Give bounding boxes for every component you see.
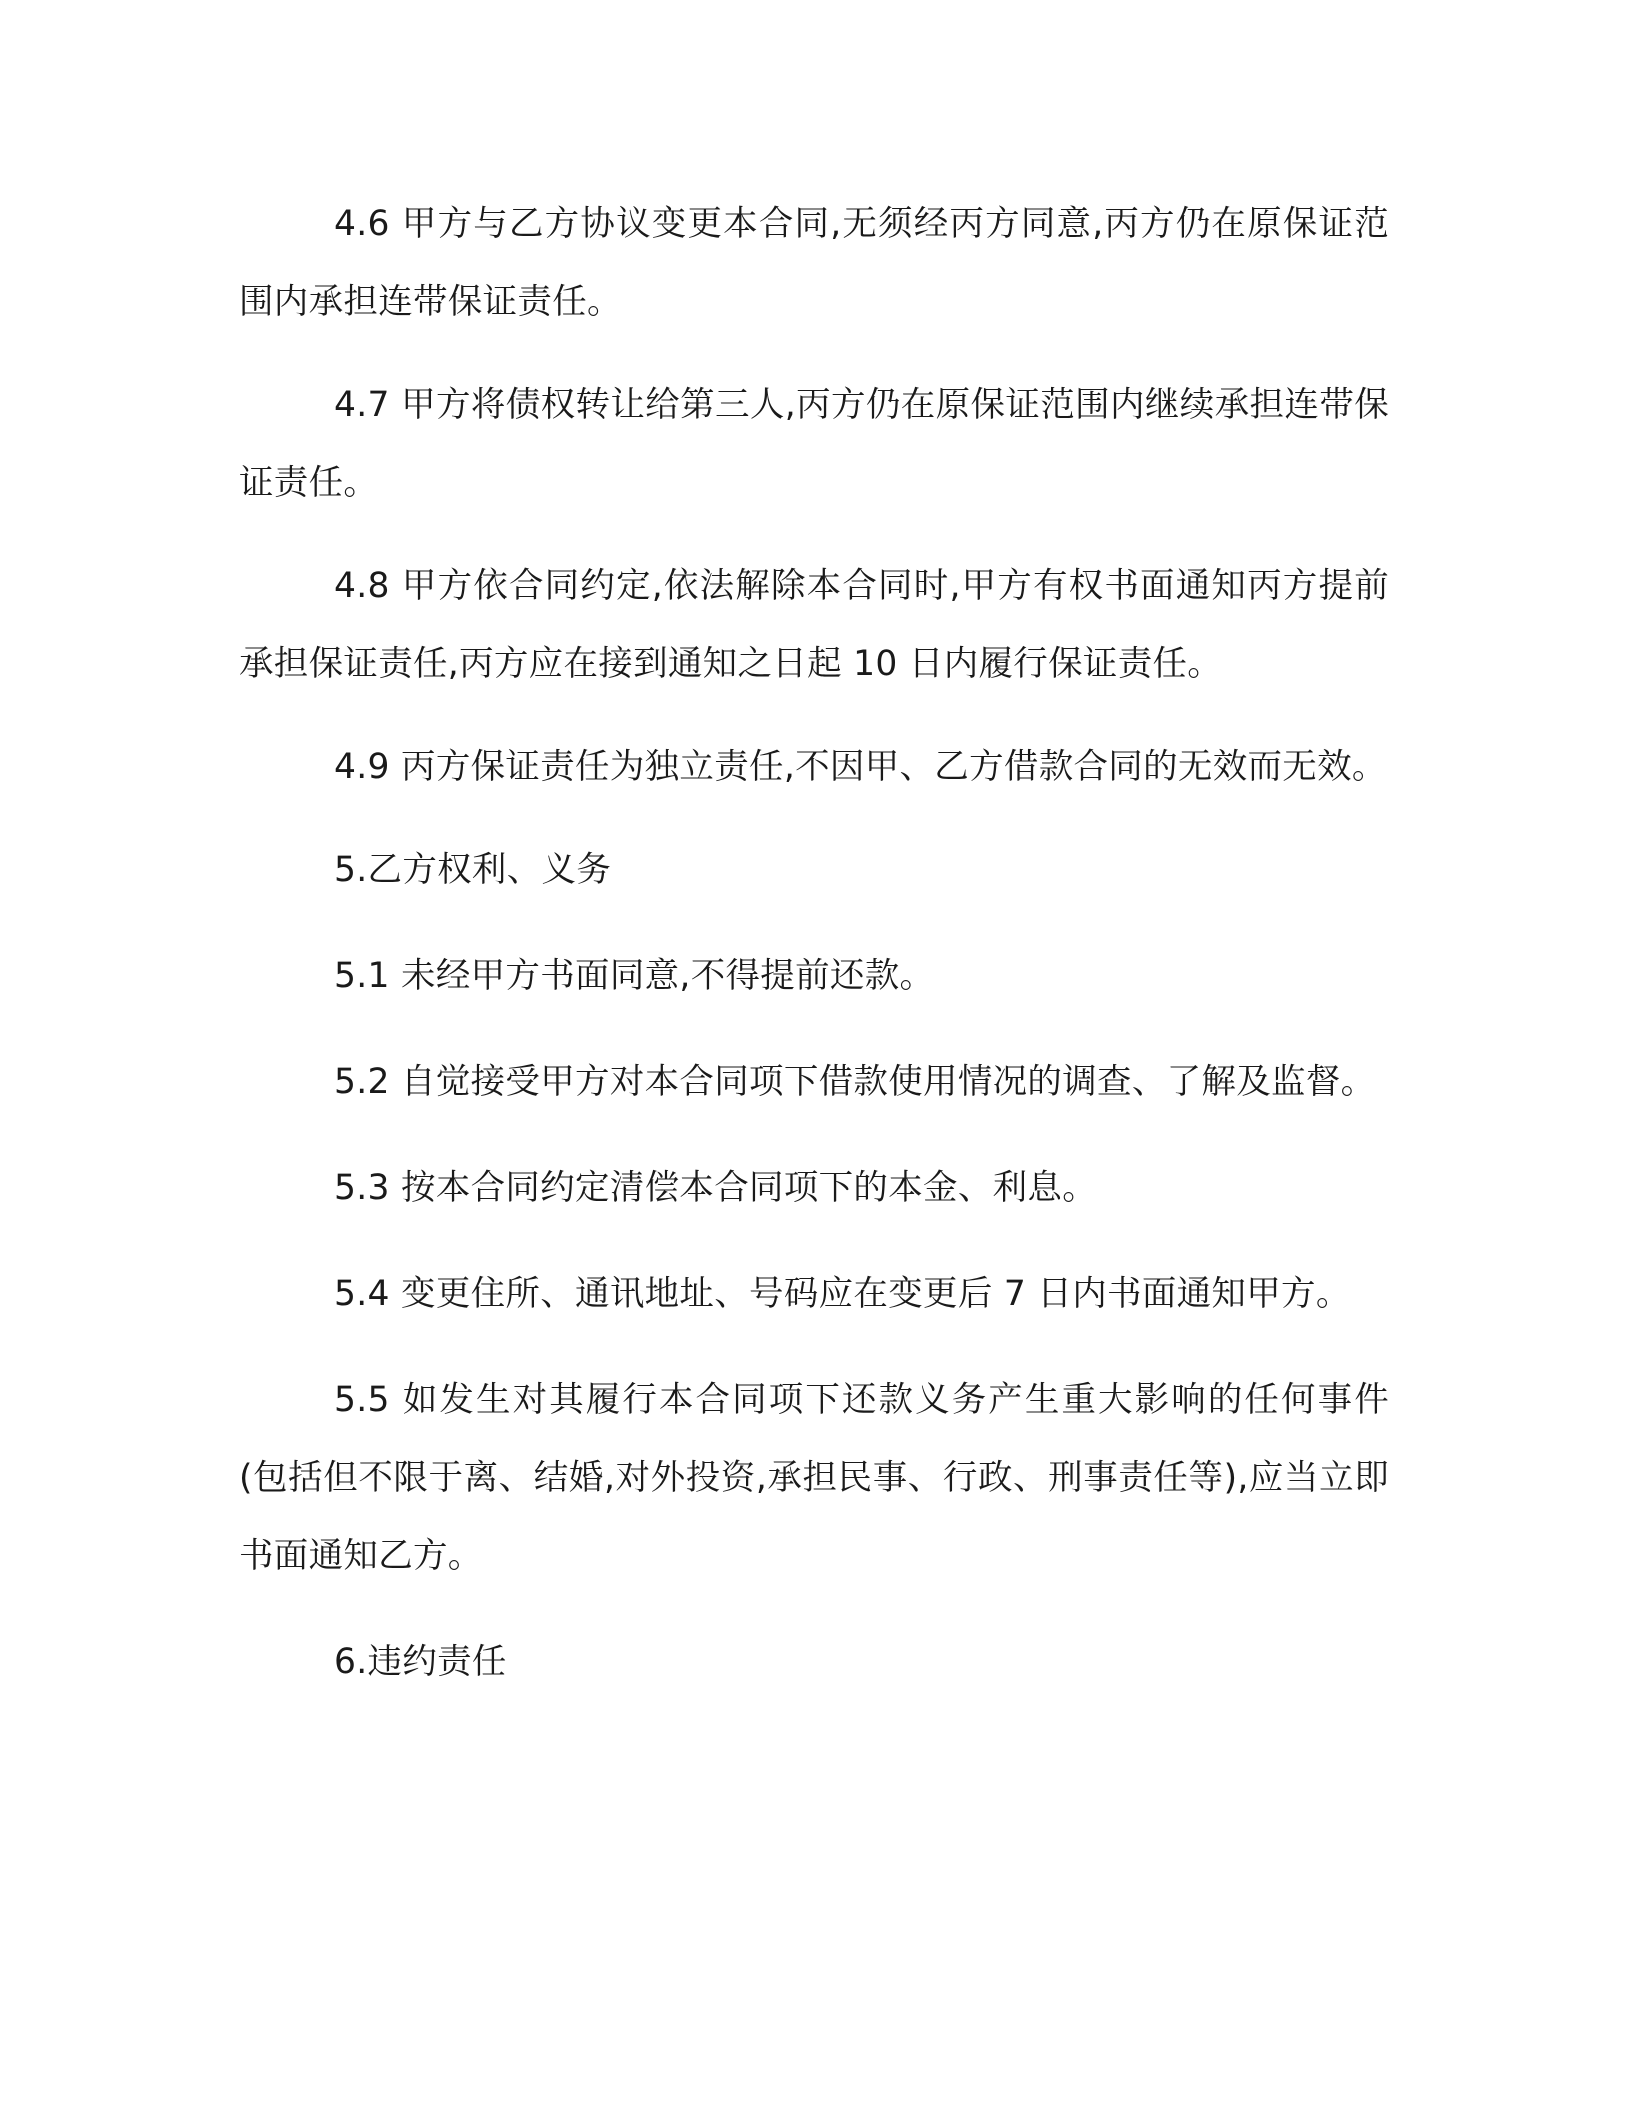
clause-4-6: 4.6 甲方与乙方协议变更本合同,无须经丙方同意,丙方仍在原保证范围内承担连带保证责任。 bbox=[239, 204, 1389, 322]
document-page bbox=[239, 185, 1389, 1701]
section-5-heading: 5.乙方权利、义务 bbox=[334, 850, 612, 890]
clause-4-8: 4.8 甲方依合同约定,依法解除本合同时,甲方有权书面通知丙方提前承担保证责任,丙方应在接到通知之日起 10 日内履行保证责任。 bbox=[239, 566, 1389, 684]
clause-5-1: 5.1 未经甲方书面同意,不得提前还款。 bbox=[334, 956, 935, 996]
clause-4-7: 4.7 甲方将债权转让给第三人,丙方仍在原保证范围内继续承担连带保证责任。 bbox=[239, 385, 1389, 503]
clause-5-4: 5.4 变更住所、通讯地址、号码应在变更后 7 日内书面通知甲方。 bbox=[334, 1274, 1351, 1314]
clause-5-3: 5.3 按本合同约定清偿本合同项下的本金、利息。 bbox=[334, 1168, 1098, 1208]
clause-4-9: 4.9 丙方保证责任为独立责任,不因甲、乙方借款合同的无效而无效。 bbox=[334, 747, 1387, 787]
section-6-heading: 6.违约责任 bbox=[334, 1642, 507, 1682]
clause-5-2: 5.2 自觉接受甲方对本合同项下借款使用情况的调查、了解及监督。 bbox=[334, 1062, 1376, 1102]
clause-5-5: 5.5 如发生对其履行本合同项下还款义务产生重大影响的任何事件(包括但不限于离、结婚,对外投资,承担民事、行政、刑事责任等),应当立即书面通知乙方。 bbox=[239, 1380, 1389, 1576]
